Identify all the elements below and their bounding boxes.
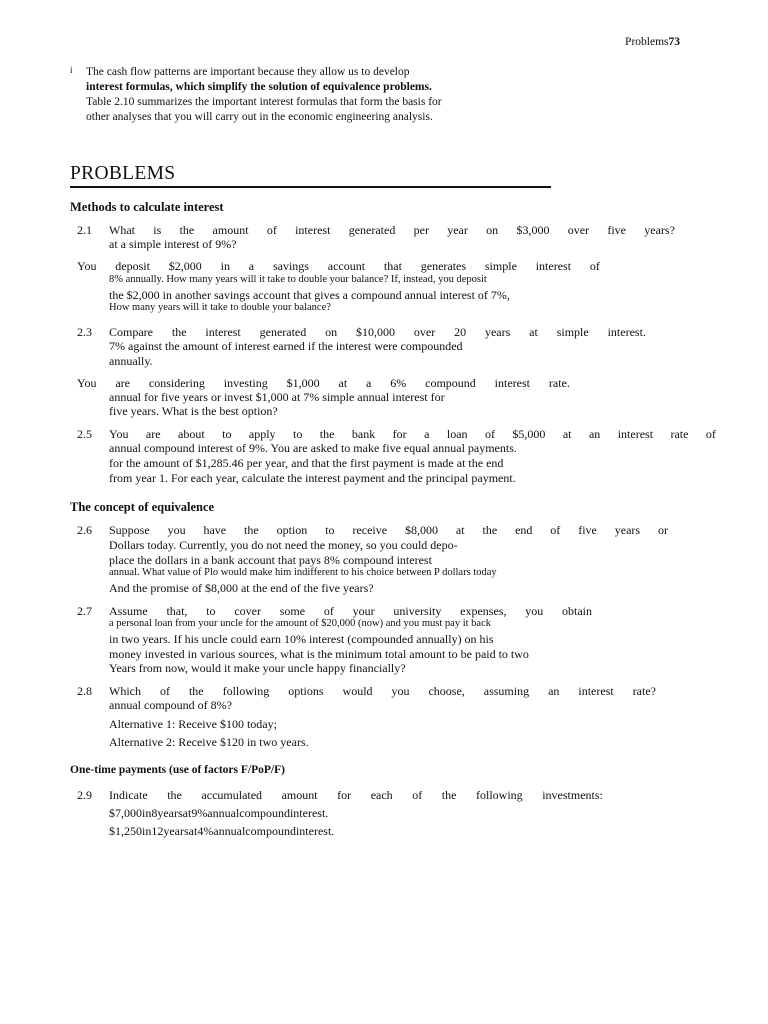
word: to <box>293 427 303 441</box>
problem-2-1-line-1 <box>109 223 675 238</box>
word: What <box>109 223 135 237</box>
word: the <box>167 788 182 802</box>
word: on <box>486 223 499 237</box>
word: you <box>167 523 186 537</box>
word: year <box>447 223 468 237</box>
word: have <box>203 523 227 537</box>
word: a <box>424 427 430 441</box>
word: that <box>383 259 402 273</box>
word: you <box>525 604 544 618</box>
word: interest <box>295 223 331 237</box>
word: cover <box>234 604 261 618</box>
section-heading-methods: Methods to calculate interest <box>70 200 224 214</box>
problem-2-6-line-1 <box>109 523 668 538</box>
word: rate <box>670 427 689 441</box>
word: following <box>476 788 523 802</box>
header-label: Problems <box>625 36 669 48</box>
word: per <box>413 223 429 237</box>
word: Indicate <box>109 788 148 802</box>
word: at <box>562 427 572 441</box>
word: interest <box>617 427 654 441</box>
word: university <box>393 604 442 618</box>
problem-2-9-investment-2: $1,250in12yearsat4%annualcompoundinterest. <box>109 824 335 838</box>
word: of <box>589 259 600 273</box>
word: of <box>484 427 495 441</box>
word: amount <box>212 223 249 237</box>
intro-paragraph <box>86 65 516 125</box>
word: Compare <box>109 325 153 339</box>
word: following <box>222 684 270 698</box>
word: the <box>441 788 457 802</box>
problem-2-9-investment-1: $7,000in8yearsat9%annualcompoundinterest. <box>109 806 329 820</box>
word: simple <box>556 325 589 339</box>
word: at <box>455 523 465 537</box>
word: Assume <box>109 604 148 618</box>
word: your <box>352 604 375 618</box>
word: loan <box>446 427 468 441</box>
word: five <box>607 223 626 237</box>
word: interest <box>535 259 572 273</box>
word: account <box>327 259 366 273</box>
word: the <box>319 427 335 441</box>
problem-2-2-line-3: the $2,000 in another savings account that gives a compound annual interest of 7%, <box>109 288 510 302</box>
word: would <box>342 684 373 698</box>
problem-2-2-line-1 <box>77 259 600 274</box>
word: about <box>178 427 205 441</box>
problem-2-7-line-3: in two years. If his uncle could earn 10% interest (compounded annually) on his <box>109 632 494 646</box>
word: that, <box>166 604 188 618</box>
word: to <box>222 427 232 441</box>
intro-line-3: Table 2.10 summarizes the important interest formulas that form the basis for <box>86 96 442 108</box>
problem-2-5-line-1 <box>109 427 716 442</box>
word: are <box>145 427 161 441</box>
word: a <box>366 376 372 390</box>
word: end <box>515 523 533 537</box>
word: years? <box>644 223 675 237</box>
word: 20 <box>454 325 467 339</box>
word: an <box>548 684 560 698</box>
word: at <box>529 325 538 339</box>
problem-number-2-3: 2.3 <box>77 325 92 339</box>
problem-number-2-8: 2.8 <box>77 684 92 698</box>
problem-number-2-9: 2.9 <box>77 788 92 802</box>
word: years <box>614 523 641 537</box>
problem-2-6-line-5: And the promise of $8,000 at the end of the five years? <box>109 581 374 595</box>
word: Which <box>109 684 141 698</box>
problem-2-6-line-4: annual. What value of Plo would make him indifferent to his choice between P dollars today <box>109 567 497 578</box>
problem-2-8-alternative-1: Alternative 1: Receive $100 today; <box>109 717 277 731</box>
word: You <box>109 427 129 441</box>
word: investing <box>223 376 268 390</box>
word: 6% <box>390 376 407 390</box>
problem-2-5-line-2: annual compound interest of 9%. You are asked to make five equal annual payments. <box>109 441 517 455</box>
word: $10,000 <box>356 325 396 339</box>
word: of <box>323 604 334 618</box>
problem-2-8-line-2: annual compound of 8%? <box>109 698 232 712</box>
word: option <box>276 523 308 537</box>
word: are <box>115 376 130 390</box>
problem-number-2-1: 2.1 <box>77 223 92 237</box>
word: the <box>244 523 259 537</box>
word: receive <box>352 523 388 537</box>
word: the <box>482 523 498 537</box>
word: accumulated <box>201 788 263 802</box>
title-underline <box>70 186 551 188</box>
word: of <box>159 684 170 698</box>
word: Suppose <box>109 523 150 537</box>
word: is <box>153 223 162 237</box>
problem-2-7-line-4: money invested in various sources, what is the minimum total amount to be paid to two <box>109 647 529 661</box>
word: in <box>220 259 230 273</box>
word: $2,000 <box>168 259 202 273</box>
word: each <box>370 788 393 802</box>
problem-2-3-line-3: annually. <box>109 354 153 368</box>
word: amount <box>281 788 318 802</box>
word: some <box>279 604 306 618</box>
problem-2-4-line-3: five years. What is the best option? <box>109 404 278 418</box>
problem-2-2-line-4: How many years will it take to double your balance? <box>109 302 331 313</box>
problem-2-1-line-2: at a simple interest of 9%? <box>109 237 237 251</box>
word: You <box>77 259 97 273</box>
problem-2-6-line-2: Dollars today. Currently, you do not need the money, so you could depo- <box>109 538 458 552</box>
word: apply <box>248 427 276 441</box>
problem-2-4-line-2: annual for five years or invest $1,000 at 7% simple annual interest for <box>109 390 445 404</box>
problem-2-7-line-2: a personal loan from your uncle for the amount of $20,000 (now) and you must pay it back <box>109 618 491 629</box>
word: an <box>588 427 601 441</box>
problem-2-7-line-1 <box>109 604 592 619</box>
problem-2-5-line-4: from year 1. For each year, calculate the interest payment and the principal payment. <box>109 471 516 485</box>
word: to <box>325 523 335 537</box>
page-number: 73 <box>668 36 680 48</box>
word: the <box>171 325 187 339</box>
word: at <box>338 376 348 390</box>
word: for <box>392 427 407 441</box>
problem-number-2-5: 2.5 <box>77 427 92 441</box>
word: options <box>288 684 324 698</box>
word: over <box>413 325 436 339</box>
word: or <box>658 523 668 537</box>
word: of <box>550 523 561 537</box>
problem-number-2-7: 2.7 <box>77 604 92 618</box>
word: considering <box>148 376 205 390</box>
word: generated <box>348 223 396 237</box>
problem-2-8-alternative-2: Alternative 2: Receive $120 in two years. <box>109 735 309 749</box>
word: rate. <box>548 376 570 390</box>
word: bank <box>351 427 376 441</box>
page-header <box>625 36 680 48</box>
word: $3,000 <box>516 223 550 237</box>
word: to <box>206 604 216 618</box>
word: savings <box>272 259 309 273</box>
problem-2-3-line-2: 7% against the amount of interest earned if the interest were compounded <box>109 339 463 353</box>
word: years <box>484 325 511 339</box>
problem-2-2-line-2: 8% annually. How many years will it take to double your balance? If, instead, you deposit <box>109 274 487 285</box>
word: generated <box>259 325 307 339</box>
intro-line-1: The cash flow patterns are important because they allow us to develop <box>86 66 410 78</box>
intro-line-4: other analyses that you will carry out in the economic engineering analysis. <box>86 111 433 123</box>
word: $5,000 <box>512 427 546 441</box>
bullet-marker: i <box>70 65 73 75</box>
problem-number-2-6: 2.6 <box>77 523 92 537</box>
problem-2-6-line-3: place the dollars in a bank account that pays 8% compound interest <box>109 553 432 567</box>
word: expenses, <box>460 604 507 618</box>
word: obtain <box>562 604 592 618</box>
problem-2-5-line-3: for the amount of $1,285.46 per year, and that the first payment is made at the end <box>109 456 504 470</box>
word: $8,000 <box>405 523 438 537</box>
word: for <box>337 788 352 802</box>
word: of <box>266 223 277 237</box>
word: of <box>705 427 716 441</box>
problem-2-3-line-1 <box>109 325 646 340</box>
word: a <box>248 259 255 273</box>
word: over <box>567 223 590 237</box>
problem-2-7-line-5: Years from now, would it make your uncle happy financially? <box>109 661 406 675</box>
word: interest <box>578 684 614 698</box>
word: $1,000 <box>286 376 320 390</box>
section-heading-one-time-payments: One-time payments (use of factors F/PoP/F) <box>70 764 285 776</box>
section-heading-equivalence: The concept of equivalence <box>70 500 215 514</box>
problem-2-8-line-1 <box>109 684 656 699</box>
word: deposit <box>115 259 150 273</box>
word: interest. <box>607 325 646 339</box>
word: You <box>77 376 97 390</box>
word: assuming <box>483 684 530 698</box>
word: interest <box>494 376 530 390</box>
word: you <box>391 684 410 698</box>
problem-2-4-line-1 <box>77 376 570 391</box>
word: the <box>179 223 195 237</box>
intro-line-2: interest formulas, which simplify the solution of equivalence problems. <box>86 81 432 93</box>
word: rate? <box>632 684 656 698</box>
word: compound <box>425 376 476 390</box>
word: interest <box>205 325 241 339</box>
word: choose, <box>428 684 465 698</box>
word: five <box>578 523 597 537</box>
word: of <box>412 788 423 802</box>
word: on <box>325 325 338 339</box>
word: simple <box>484 259 517 273</box>
word: investments: <box>542 788 603 802</box>
page-title: PROBLEMS <box>70 163 176 184</box>
word: the <box>188 684 204 698</box>
problem-2-9-line-1 <box>109 788 603 803</box>
word: generates <box>420 259 467 273</box>
